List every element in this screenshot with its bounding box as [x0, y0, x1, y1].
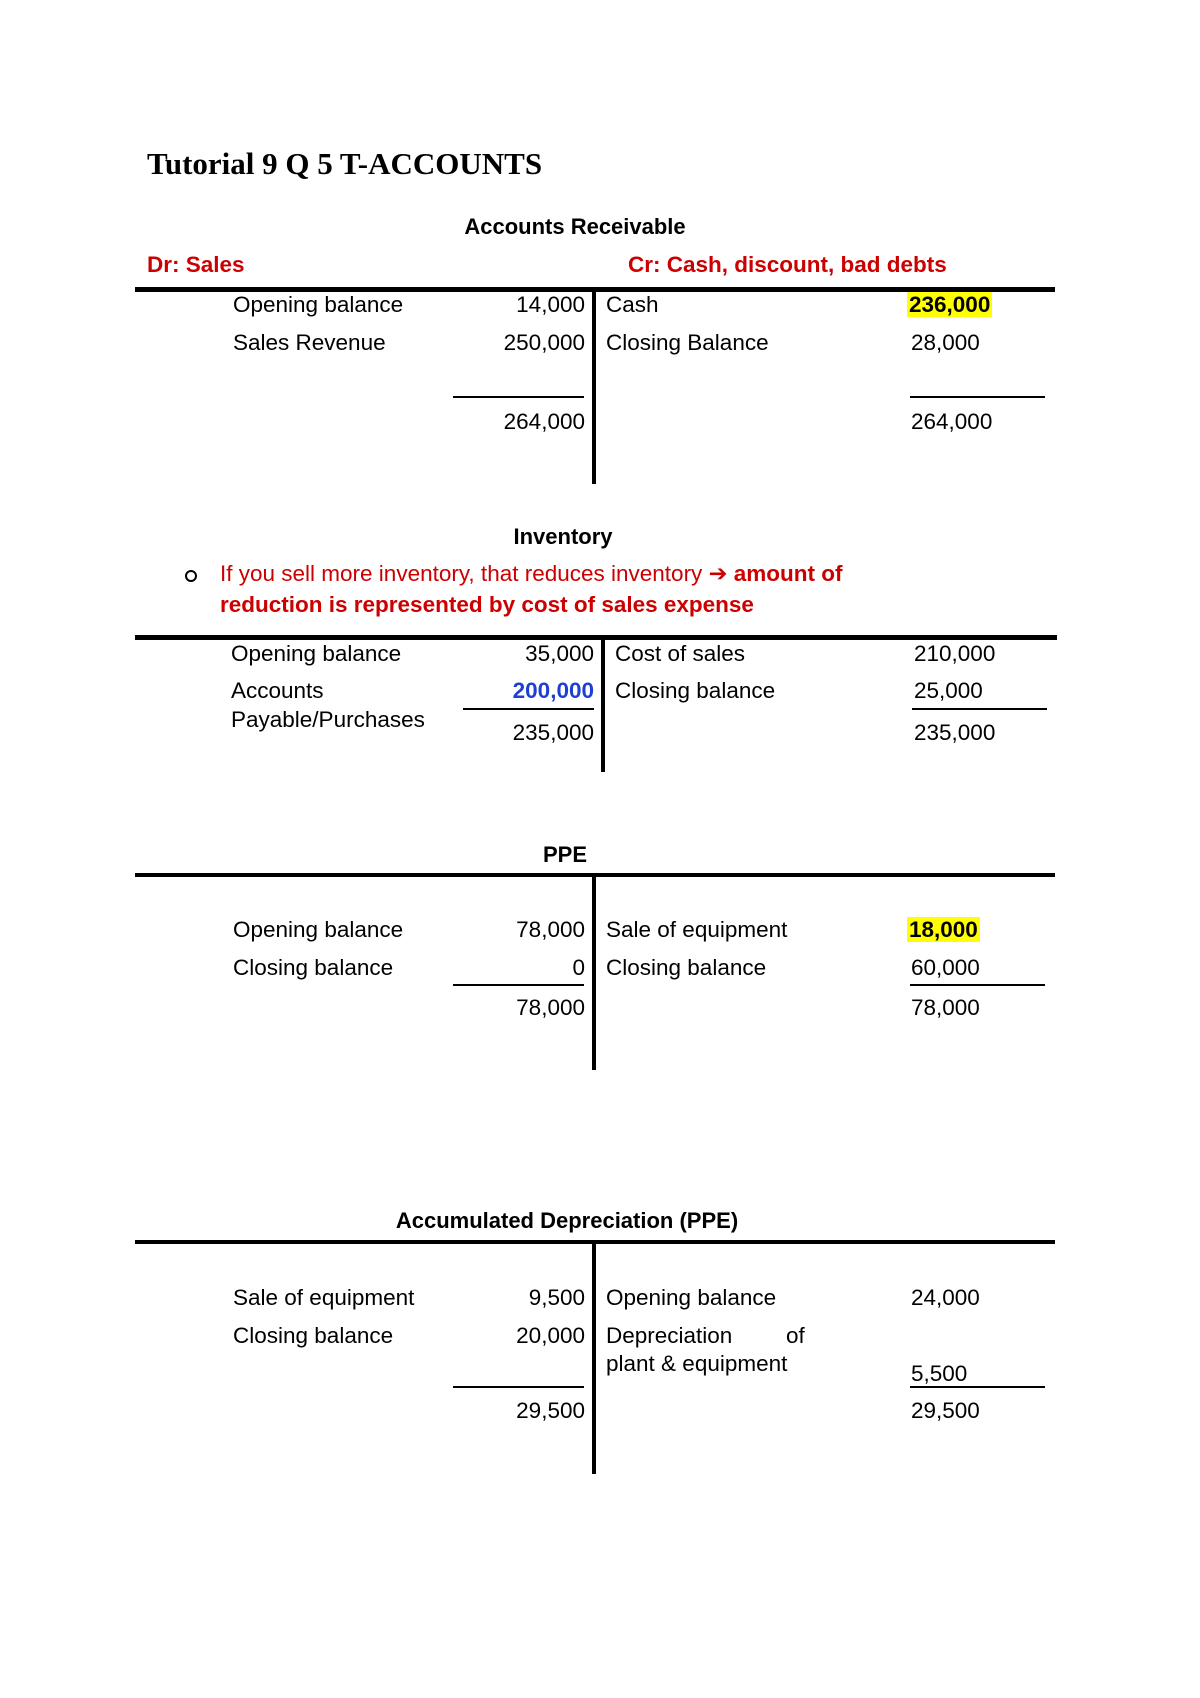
entry-value: 14,000: [516, 292, 585, 317]
entry-label: Opening balance: [231, 641, 402, 666]
total-value: 29,500: [911, 1398, 980, 1423]
total-value: 78,000: [911, 995, 980, 1020]
total-rule: [910, 984, 1045, 986]
entry-label: Closing balance: [233, 955, 394, 980]
highlighted-value: 236,000: [909, 292, 991, 317]
entry-label: Closing balance: [233, 1323, 394, 1348]
account-heading: PPE: [542, 842, 588, 867]
bullet-icon: [185, 570, 197, 582]
entry-label: Cost of sales: [615, 641, 746, 666]
highlighted-value: 18,000: [909, 917, 978, 942]
total-value: 235,000: [512, 720, 594, 745]
entry-label: Closing balance: [615, 678, 776, 703]
entry-value: 0: [572, 955, 585, 980]
total-rule: [453, 396, 584, 398]
t-account-center-line: [601, 638, 605, 772]
entry-label: Depreciation: [606, 1323, 733, 1348]
entry-value: 5,500: [911, 1361, 968, 1386]
page-title: Tutorial 9 Q 5 T-ACCOUNTS: [147, 146, 543, 181]
account-heading: Accumulated Depreciation (PPE): [395, 1208, 739, 1233]
total-value: 235,000: [914, 720, 996, 745]
entry-label: Closing balance: [606, 955, 767, 980]
entry-label: Accounts: [231, 678, 324, 703]
total-rule: [453, 1386, 584, 1388]
entry-value: 250,000: [503, 330, 585, 355]
account-heading: Inventory: [513, 524, 613, 549]
entry-label: Opening balance: [233, 917, 404, 942]
debit-label: Dr: Sales: [147, 252, 245, 277]
total-value: 78,000: [516, 995, 585, 1020]
entry-label: Sales Revenue: [233, 330, 386, 355]
total-rule: [910, 1386, 1045, 1388]
total-rule: [453, 984, 584, 986]
t-account-center-line: [592, 1242, 596, 1474]
entry-value: 9,500: [528, 1285, 585, 1310]
entry-value: 28,000: [911, 330, 980, 355]
entry-value: 35,000: [525, 641, 594, 666]
entry-label: Cash: [606, 292, 659, 317]
entry-label: Closing Balance: [606, 330, 769, 355]
entry-label: Opening balance: [233, 292, 404, 317]
total-value: 29,500: [516, 1398, 585, 1423]
entry-value: 20,000: [516, 1323, 585, 1348]
entry-value: 78,000: [516, 917, 585, 942]
total-rule: [910, 396, 1045, 398]
entry-label-continued: plant & equipment: [606, 1351, 788, 1376]
entry-label: Opening balance: [606, 1285, 777, 1310]
account-heading: Accounts Receivable: [464, 214, 686, 239]
total-value: 264,000: [911, 409, 993, 434]
entry-value: 24,000: [911, 1285, 980, 1310]
note-text: If you sell more inventory, that reduces inventory: [220, 561, 703, 586]
entry-label: Sale of equipment: [233, 1285, 415, 1310]
entry-value: 60,000: [911, 955, 980, 980]
entry-value-emphasis: 200,000: [512, 678, 594, 703]
entry-label-word: of: [786, 1323, 805, 1348]
entry-value: 210,000: [914, 641, 996, 666]
t-account-center-line: [592, 875, 596, 1070]
arrow-right-icon: ➔: [708, 561, 728, 587]
total-rule: [912, 708, 1047, 710]
entry-label: Sale of equipment: [606, 917, 788, 942]
entry-label-continued: Payable/Purchases: [231, 707, 425, 732]
total-value: 264,000: [503, 409, 585, 434]
t-account-center-line: [592, 290, 596, 484]
entry-value: 25,000: [914, 678, 983, 703]
inventory-note-line-2: reduction is represented by cost of sales expense: [220, 592, 754, 617]
total-rule: [463, 708, 594, 710]
credit-label: Cr: Cash, discount, bad debts: [628, 252, 947, 277]
inventory-note-line-1: [220, 561, 842, 587]
t-account-top-line: [135, 635, 1057, 640]
note-text-bold: amount of: [733, 561, 843, 586]
